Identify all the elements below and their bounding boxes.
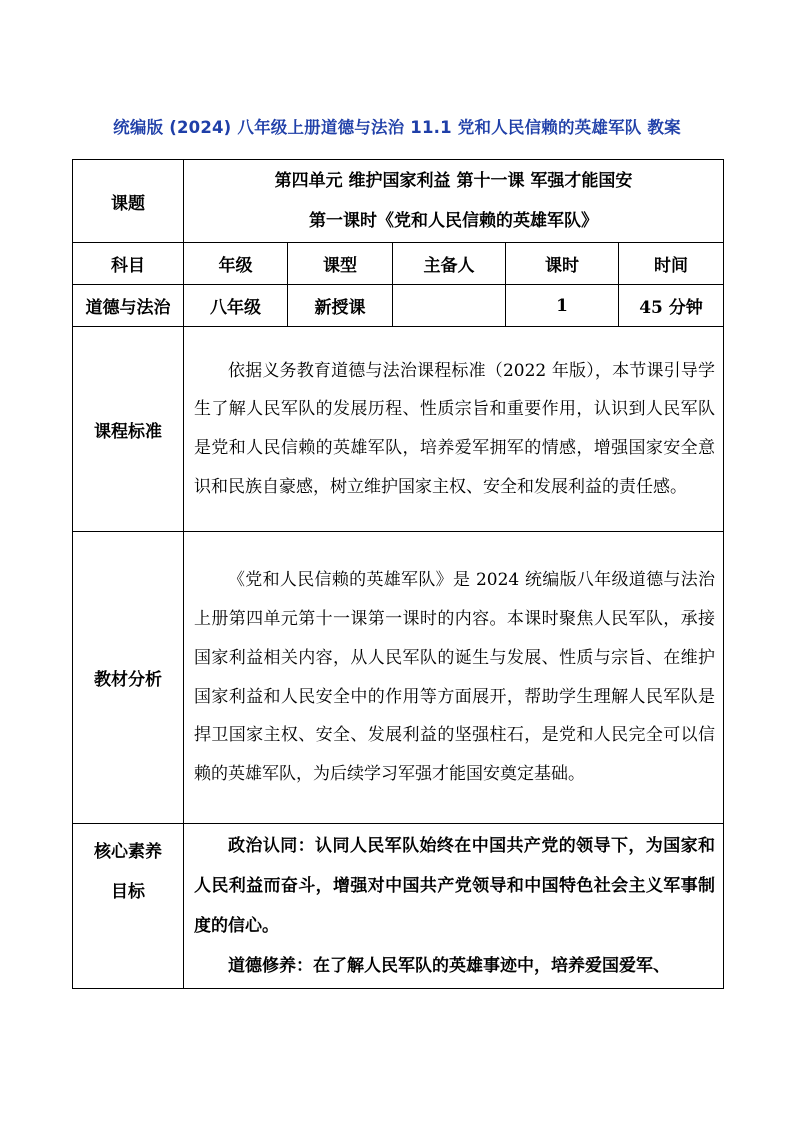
textbook-analysis-cell [184,532,724,824]
topic-line-1: 第四单元 维护国家利益 第十一课 军强才能国安 [274,171,633,191]
header-duration: 时间 [619,243,724,285]
topic-cell [184,160,724,243]
value-lesson-type: 新授课 [288,285,393,327]
core-literacy-moral-text: 道德修养：在了解人民军队的英雄事迹中，培养爱国爱军、 [228,956,670,976]
value-duration: 45 分钟 [619,285,724,327]
core-literacy-label [73,824,184,989]
curriculum-standard-text: 依据义务教育道德与法治课程标准（2022 年版），本节课引导学生了解人民军队的发展历程、性质宗旨和重要作用，认识到人民军队是党和人民信赖的英雄军队，培养爱军拥军的情感，增强国家安全意识和民族自豪感，树立维护国家主权、安全和发展利益的责任感。 [194,360,716,497]
textbook-analysis-label: 教材分析 [73,532,184,824]
topic-label: 课题 [73,160,184,243]
textbook-analysis-text: 《党和人民信赖的英雄军队》是 2024 统编版八年级道德与法治上册第四单元第十一课第一课时的内容。本课时聚焦人民军队，承接国家利益相关内容，从人民军队的诞生与发展、性质与宗旨、在维护国家利益和人民安全中的作用等方面展开，帮助学生理解人民军队是捍卫国家主权、安全、发展利益的坚强柱石，是党和人民完全可以信赖的英雄军队，为后续学习军强才能国安奠定基础。 [194,570,716,784]
info-header-row [73,243,724,285]
curriculum-standard-cell [184,327,724,532]
core-literacy-cell [184,824,724,989]
topic-line-2: 第一课时《党和人民信赖的英雄军队》 [309,211,598,231]
value-periods: 1 [506,285,619,327]
header-grade: 年级 [184,243,288,285]
curriculum-standard-row [73,327,724,532]
document-title: 统编版 (2024) 八年级上册道德与法治 11.1 党和人民信赖的英雄军队 教案 [113,118,681,137]
core-literacy-political-text: 政治认同：认同人民军队始终在中国共产党的领导下，为国家和人民利益而奋斗，增强对中国共产党领导和中国特色社会主义军事制度的信心。 [194,836,716,936]
core-literacy-label-line-2: 目标 [111,882,145,902]
value-preparer [393,285,506,327]
info-value-row [73,285,724,327]
core-literacy-row [73,824,724,989]
core-literacy-label-line-1: 核心素养 [94,842,162,862]
textbook-analysis-row [73,532,724,824]
curriculum-standard-label: 课程标准 [73,327,184,532]
value-subject: 道德与法治 [73,285,184,327]
header-preparer: 主备人 [393,243,506,285]
topic-row [73,160,724,243]
header-periods: 课时 [506,243,619,285]
value-grade: 八年级 [184,285,288,327]
header-lesson-type: 课型 [288,243,393,285]
lesson-plan-table [72,159,724,989]
header-subject: 科目 [73,243,184,285]
